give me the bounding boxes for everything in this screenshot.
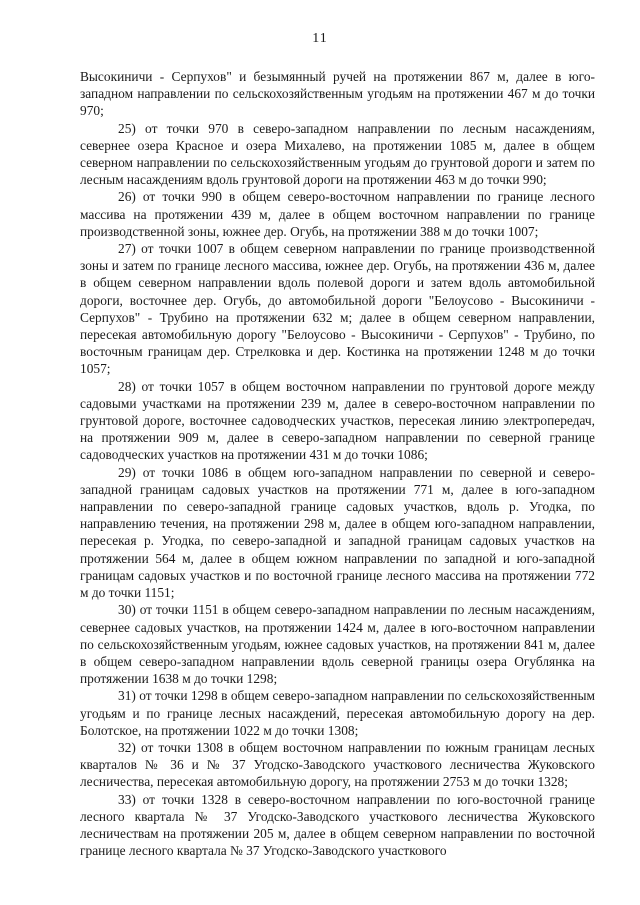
paragraph-item-29: 29) от точки 1086 в общем юго-западном направлении по северной и северо-западной границам садовых участков на протяжении 771 м, далее в юго-западном направлении по северо-западной границе садовых участков, вдоль р. Угодка, по направлению течения, на протяжении 298 м, далее в общем юго-западном направлении, пересекая р. Угодка, по северо-западной и западной границам садовых участков на протяжении 564 м, далее в общем южном направлении по западной и юго-западной границам садовых участков и по восточной границе лесного массива на протяжении 772 м до точки 1151; [80, 464, 595, 601]
paragraph-item-32: 32) от точки 1308 в общем восточном направлении по южным границам лесных кварталов № 36 и № 37 Угодско-Заводского участкового лесничества Жуковского лесничества, пересекая автомобильную дорогу, на протяжении 2753 м до точки 1328; [80, 739, 595, 790]
paragraph-item-31: 31) от точки 1298 в общем северо-западном направлении по сельскохозяйственным угодьям и по границе лесных насаждений, пересекая автомобильную дорогу на дер. Болотское, на протяжении 1022 м до точки 1308; [80, 688, 595, 738]
paragraph-item-27: 27) от точки 1007 в общем северном направлении по границе производственной зоны и затем по границе лесного массива, южнее дер. Огубь, на протяжении 436 м, далее в общем северном направлении вдоль полевой дороги и затем вдоль автомобильной дороги, восточнее дер. Огубь, до автомобильной дороги "Белоусово - Высокиничи - Серпухов" - Трубино на протяжении 632 м; далее в общем северном направлении, пересекая автомобильную дорогу "Белоусово - Высокиничи - Серпухов" - Трубино, по восточным границам дер. Стрелковка и дер. Костинка на протяжении 1248 м до точки 1057; [80, 241, 595, 377]
paragraph-item-33: 33) от точки 1328 в северо-восточном направлении по юго-восточной границе лесного квартала № 37 Угодско-Заводского участкового лесничества Жуковского лесничествам на протяжении 205 м, далее в общем северном направлении по восточной границе лесного квартала № 37 Угодско-Заводского участкового [80, 791, 595, 859]
page-number: 11 [312, 31, 328, 46]
body-text [80, 68, 595, 859]
paragraph-item-30: 30) от точки 1151 в общем северо-западном направлении по лесным насаждениям, севернее садовых участков, на протяжении 1424 м, далее в юго-восточном направлении по сельскохозяйственным угодьям, южнее садовых участков, на протяжении 841 м, далее в общем северо-западном направлении вдоль северной границы озера Огублянка на протяжении 1638 м до точки 1298; [80, 602, 595, 687]
paragraph-item-28: 28) от точки 1057 в общем восточном направлении по грунтовой дороге между садовыми участками на протяжении 239 м, далее в северо-восточном направлении по грунтовой дороге, восточнее садоводческих участков, пересекая линию электропередач, на протяжении 909 м, далее в северо-западном направлении по северной границе садоводческих участков на протяжении 431 м до точки 1086; [80, 378, 595, 463]
paragraph-continuation: Высокиничи - Серпухов" и безымянный ручей на протяжении 867 м, далее в юго-западном направлении по сельскохозяйственным угодьям на протяжении 467 м до точки 970; [80, 69, 595, 119]
paragraph-item-25: 25) от точки 970 в северо-западном направлении по лесным насаждениям, севернее озера Красное и озера Михалево, на протяжении 1085 м, далее в общем северном направлении по сельскохозяйственным угодьям до грунтовой дороги и затем по лесным насаждениям вдоль грунтовой дороги на протяжении 463 м до точки 990; [80, 120, 595, 188]
paragraph-item-26: 26) от точки 990 в общем северо-восточном направлении по границе лесного массива на протяжении 439 м, далее в общем восточном направлении по границе производственной зоны, южнее дер. Огубь, на протяжении 388 м до точки 1007; [80, 189, 595, 239]
